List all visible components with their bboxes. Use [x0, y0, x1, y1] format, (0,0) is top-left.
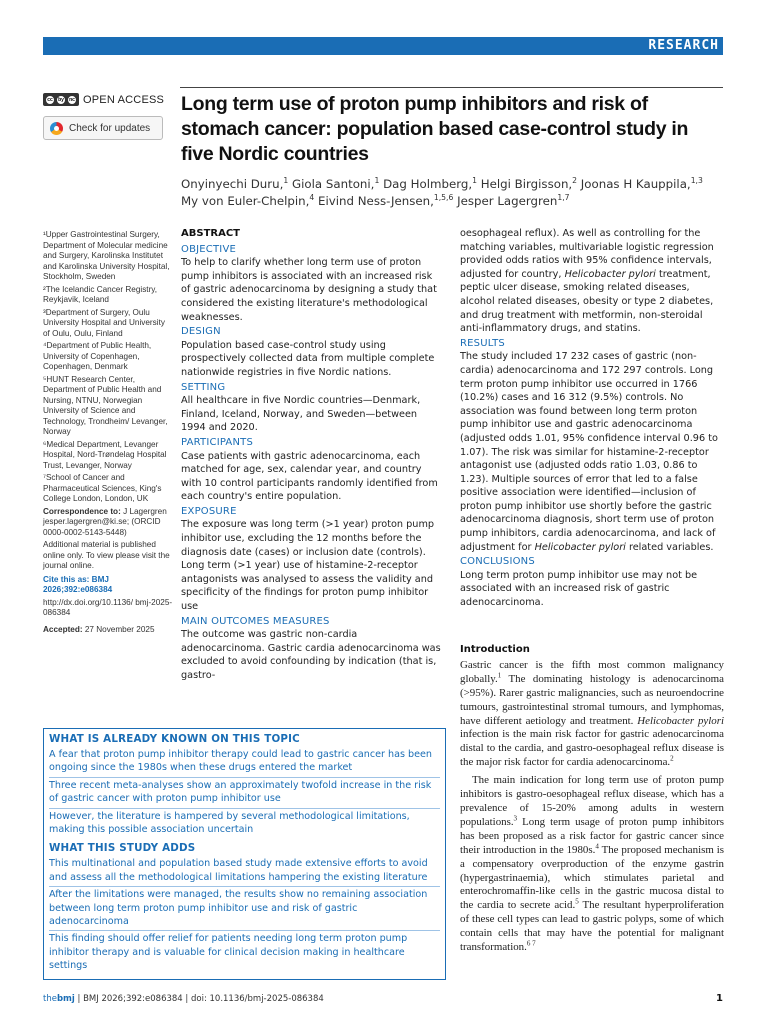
- exposure-text: The exposure was long term (>1 year) proton pump inhibitor use, excluding the 12 months before the diagnosis date (cases) or inclusion date (controls). Long term (>1 year) use of histamine-2-receptor antagonists was analysed to assess the validity and specificity of the findings for proton pump inhibitor use: [181, 519, 435, 613]
- badges: [43, 93, 173, 140]
- cite-as: Cite this as: BMJ 2026;392:e086384: [43, 574, 113, 594]
- section-banner: [43, 37, 723, 55]
- conclusions-heading: CONCLUSIONS: [460, 556, 535, 568]
- setting-heading: SETTING: [181, 381, 226, 393]
- design-text: Population based case-control study using prospectively collected data from multiple complete nationwide registries in five Nordic nations.: [181, 339, 435, 378]
- conclusions-text: Long term proton pump inhibitor use may not be associated with an increased risk of gastric adenocarcinoma.: [460, 569, 698, 609]
- author: Dag Holmberg,$^1$: [383, 176, 477, 191]
- affiliation: ⁵HUNT Research Center, Department of Public Health and Nursing, NTNU, Norwegian University of Science and Technology, Trondheim/ Levanger, Norway: [43, 374, 168, 436]
- summary-box: [43, 728, 446, 980]
- affiliation: ²The Icelandic Cancer Registry, Reykjavik, Iceland: [43, 284, 158, 304]
- adds-item: After the limitations were managed, the results show no remaining association between long term proton pump inhibitor use and risk of gastric adenocarcinoma: [49, 887, 440, 931]
- author: Onyinyechi Duru,$^1$: [181, 176, 289, 191]
- results-heading: RESULTS: [460, 337, 505, 349]
- affiliation: ⁷School of Cancer and Pharmaceutical Sciences, King's College London, London, UK: [43, 473, 162, 503]
- author: Joonas H Kauppila,$^{1,3}$: [580, 176, 703, 191]
- crossmark-icon: [50, 122, 63, 135]
- outcomes-text-continued: oesophageal reflux). As well as controlling for the matching variables, multivariable logistic regression provided odds ratios with 95% confidence intervals, adjusted for country, Helicobacter pylori treatment, peptic ulcer disease, smoking related diseases, alcohol related diseases, obesity or type 2 diabetes, and drug treatment with metformin, non-steroidal anti-inflammatory drugs, and statins.: [460, 228, 714, 335]
- affiliation: ³Department of Surgery, Oulu University Hospital and University of Oulu, Oulu, Finland: [43, 307, 165, 338]
- additional-material-note: Additional material is published online only. To view please visit the journal online.: [43, 540, 170, 570]
- abstract-heading: ABSTRACT: [181, 228, 240, 239]
- adds-heading: WHAT THIS STUDY ADDS: [49, 842, 196, 855]
- adds-item: This finding should offer relief for patients needing long term proton pump inhibitor therapy and is valuable for clinical decision making in healthcare settings: [49, 933, 408, 972]
- bmj-logo: thebmj: [43, 994, 75, 1004]
- creative-commons-icon: cc by nc: [43, 93, 79, 106]
- known-heading: WHAT IS ALREADY KNOWN ON THIS TOPIC: [49, 733, 300, 745]
- known-item: Three recent meta-analyses show an approximately twofold increase in the risk of gastric cancer with proton pump inhibitor use: [49, 778, 440, 809]
- results-text: The study included 17 232 cases of gastric (non-cardia) adenocarcinoma and 172 297 controls. Long term proton pump inhibitor use occurred in 1766 (10.2%) cases and 16 312 (9.5%) controls. No association was found between long term proton pump inhibitor use and gastric adenocarcinoma (adjusted odds 1.01, 95% confidence interval 0.96 to 1.07). The risk was similar for histamine-2-receptor antagonist use (adjusted odds ratio 1.03, 0.86 to 1.23). Multiple sources of error that led to a false positive association were identified—inclusion of proton pump inhibitor use shortly before the gastric adenocarcinoma diagnosis, short term use of proton pump inhibitors, cardia adenocarcinoma, and lack of adjustment for Helicobacter pylori related variables.: [460, 351, 718, 553]
- setting-text: All healthcare in five Nordic countries—Denmark, Finland, Iceland, Norway, and Sweden—between 1994 and 2020.: [181, 395, 421, 434]
- abstract-column-1: [181, 227, 443, 684]
- doi-link[interactable]: http://dx.doi.org/10.1136/ bmj-2025-086384: [43, 597, 173, 617]
- open-access-badge[interactable]: [43, 93, 173, 106]
- objective-heading: OBJECTIVE: [181, 243, 236, 255]
- check-for-updates-label: Check for updates: [69, 122, 151, 134]
- accepted-date: Accepted: 27 November 2025: [43, 624, 155, 634]
- abstract-column-2: [460, 227, 724, 611]
- affiliations-sidebar: [43, 230, 173, 637]
- section-label: RESEARCH: [648, 38, 719, 53]
- outcomes-heading: MAIN OUTCOMES MEASURES: [181, 615, 330, 627]
- participants-text: Case patients with gastric adenocarcinoma, each matched for age, sex, calendar year, and country with 10 control participants randomly identified from each country's entire population.: [181, 450, 438, 503]
- design-heading: DESIGN: [181, 326, 221, 338]
- correspondence: Correspondence to: J Lagergren jesper.lagergren@ki.se; (ORCID 0000-0002-5143-5448): [43, 506, 167, 537]
- page-number: 1: [716, 993, 723, 1004]
- page-footer: [43, 994, 723, 1004]
- introduction-section: [460, 643, 724, 955]
- intro-paragraph: The main indication for long term use of proton pump inhibitors is gastro-oesophageal reflux disease, which has a prevalence of 15-20% among adults in western populations.$^3$ Long term usage of proton pump inhibitors has been proposed as a risk factor for gastric cancer since their introduction in the 1980s.$^4$ The proposed mechanism is a compensatory overproduction of the enzyme gastrin (hypergastrinaemia), which stimulates parietal and enterochromaffin-like cells in the gastric mucosa distal to the cardia to secrete acid.$^5$ The resultant hyperproliferation of these cell types can lead to gastric polyps, some of which contain cells that may have the potential for malignant transformation.$^{6 7}$: [460, 774, 724, 954]
- author: Eivind Ness-Jensen,$^{1,5,6}$: [318, 193, 454, 208]
- participants-heading: PARTICIPANTS: [181, 436, 254, 448]
- introduction-heading: Introduction: [460, 644, 530, 655]
- known-item: A fear that proton pump inhibitor therapy could lead to gastric cancer has been ongoing since the 1980s when these drugs entered the market: [49, 747, 440, 778]
- article-title: Long term use of proton pump inhibitors and risk of stomach cancer: population based case-control study in five Nordic countries: [181, 93, 689, 165]
- author-list: [181, 176, 721, 210]
- author: Giola Santoni,$^1$: [292, 176, 380, 191]
- exposure-heading: EXPOSURE: [181, 505, 237, 517]
- intro-paragraph: Gastric cancer is the fifth most common malignancy globally.$^1$ The dominating histology is adenocarcinoma (>95%). Rarer gastric malignancies, such as neuroendocrine tumours, gastrointestinal stromal tumours, and lymphomas, have different aetiology and treatment. Helicobacter pylori infection is the main risk factor for gastric adenocarcinoma distal to the cardia, and gastro-oesophageal reflux disease is the major risk factor for cardia adenocarcinoma.$^2$: [460, 658, 724, 769]
- affiliation: ⁴Department of Public Health, University of Copenhagen, Copenhagen, Denmark: [43, 341, 152, 371]
- outcomes-text: The outcome was gastric non-cardia adenocarcinoma. Gastric cardia adenocarcinoma was excluded to avoid confounding by indication (that is, gastro-: [181, 629, 441, 681]
- title-rule: [180, 87, 723, 88]
- footer-citation: | BMJ 2026;392:e086384 | doi: 10.1136/bmj-2025-086384: [74, 994, 324, 1004]
- check-for-updates-button[interactable]: [43, 116, 163, 140]
- affiliation: ⁶Medical Department, Levanger Hospital, Nord-Trøndelag Hospital Trust, Levanger, Norway: [43, 439, 167, 470]
- author: Jesper Lagergren$^{1,7}$: [457, 193, 570, 208]
- author: Helgi Birgisson,$^2$: [480, 176, 578, 191]
- open-access-label: OPEN ACCESS: [83, 93, 165, 106]
- affiliation: ¹Upper Gastrointestinal Surgery, Department of Molecular medicine and Surgery, Karolinska Institutet and Karolinska University Hospital, Stockholm, Sweden: [43, 230, 170, 281]
- known-item: However, the literature is hampered by several methodological limitations, making this possible association uncertain: [49, 810, 410, 836]
- author: My von Euler-Chelpin,$^4$: [181, 193, 315, 208]
- objective-text: To help to clarify whether long term use of proton pump inhibitors is associated with an increased risk of gastric adenocarcinoma by designing a study that considered the existing literature's methodological weaknesses.: [181, 257, 437, 323]
- adds-item: This multinational and population based study made extensive efforts to avoid and assess all the methodological limitations hampering the existing literature: [49, 856, 440, 887]
